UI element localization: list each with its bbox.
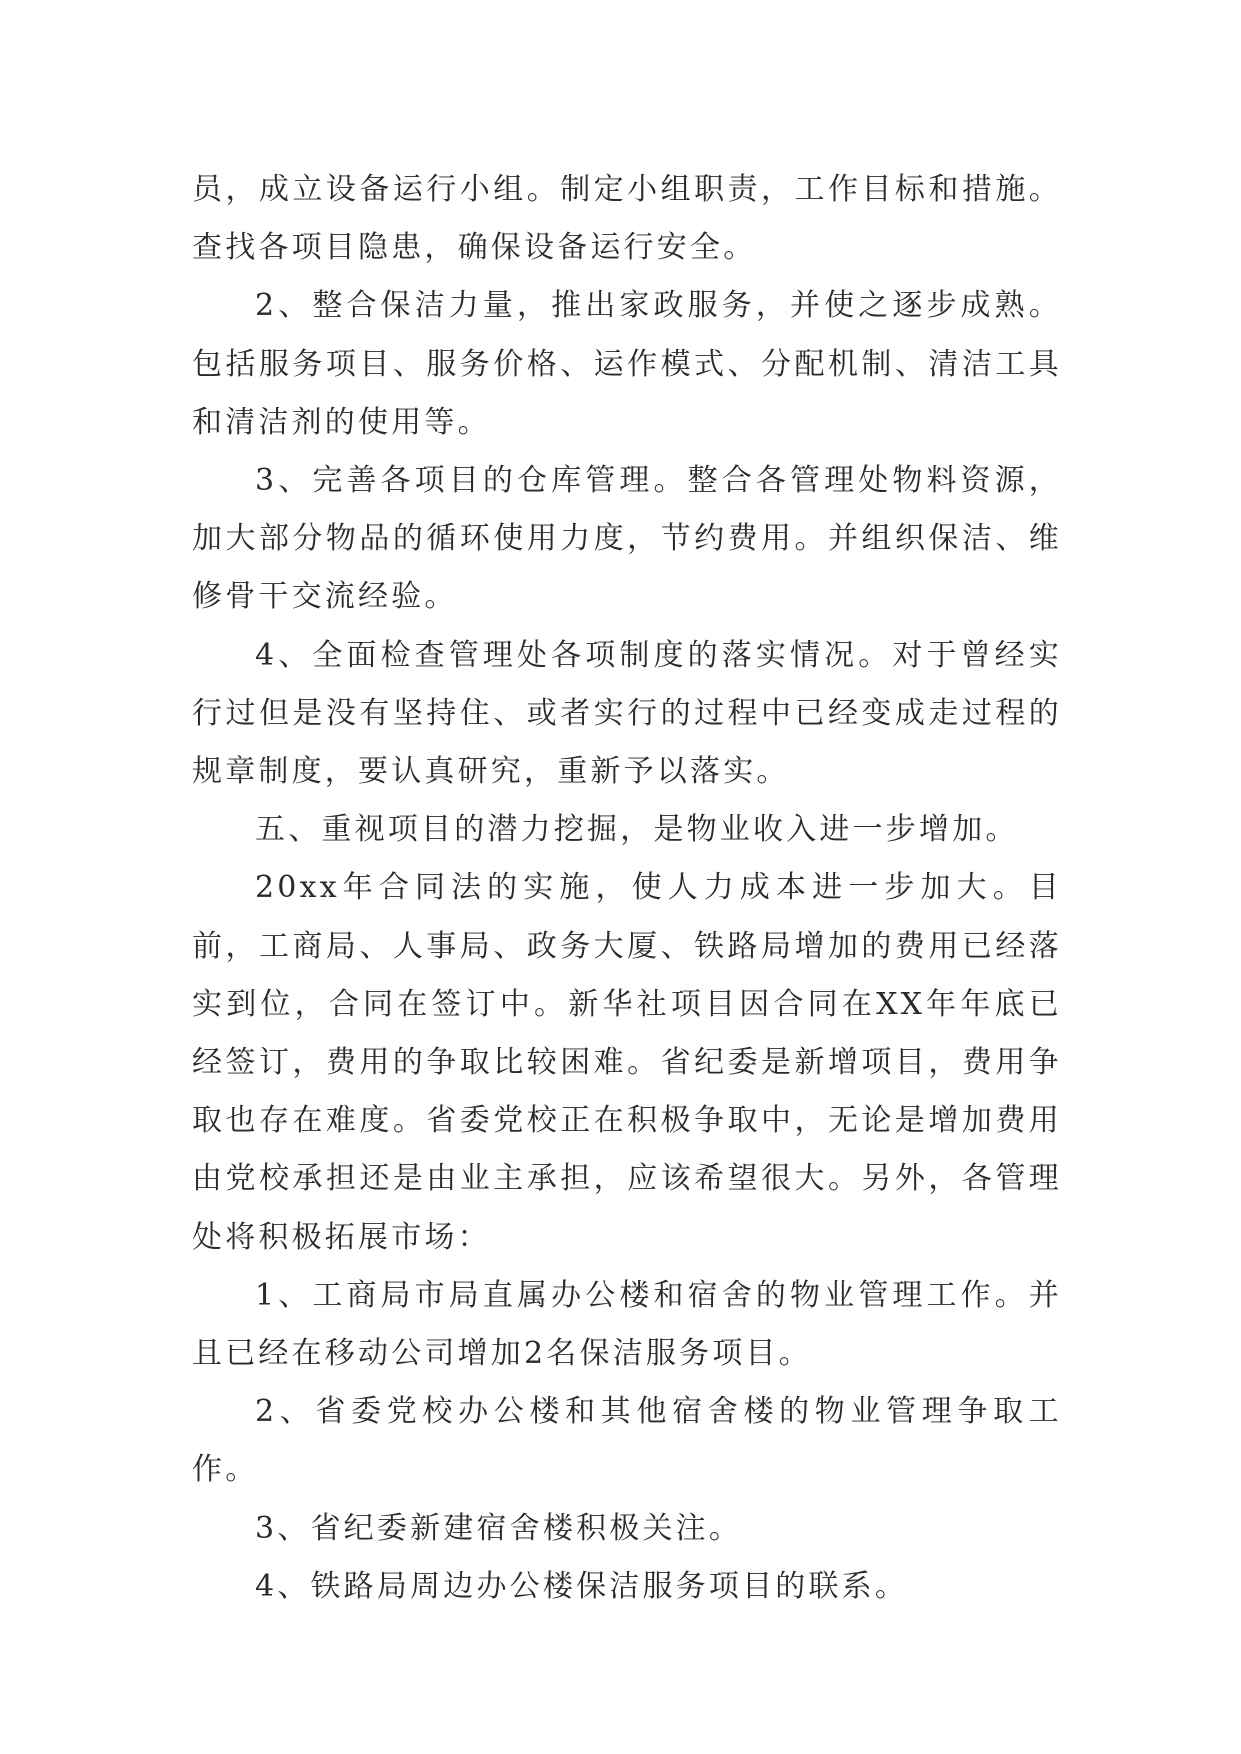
document-body bbox=[192, 161, 1062, 1616]
section-heading-five: 五、重视项目的潜力挖掘，是物业收入进一步增加。 bbox=[255, 812, 1019, 848]
list-item-2: 2、省委党校办公楼和其他宿舍楼的物业管理争取工作。 bbox=[192, 1394, 1062, 1488]
list-item-1: 1、工商局市局直属办公楼和宿舍的物业管理工作。并且已经在移动公司增加2名保洁服务项目。 bbox=[192, 1277, 1062, 1372]
paragraph-item-4-inspection: 4、全面检查管理处各项制度的落实情况。对于曾经实行过但是没有坚持住、或者实行的过程中已经变成走过程的规章制度，要认真研究，重新予以落实。 bbox=[192, 637, 1062, 790]
paragraph-item-3-warehouse: 3、完善各项目的仓库管理。整合各管理处物料资源，加大部分物品的循环使用力度，节约费用。并组织保洁、维修骨干交流经验。 bbox=[192, 463, 1062, 615]
list-item-3: 3、省纪委新建宿舍楼积极关注。 bbox=[255, 1510, 743, 1546]
list-item-4: 4、铁路局周边办公楼保洁服务项目的联系。 bbox=[255, 1568, 909, 1604]
paragraph-contract-law: 20xx年合同法的实施，使人力成本进一步加大。目前，工商局、人事局、政务大厦、铁路局增加的费用已经落实到位，合同在签订中。新华社项目因合同在XX年年底已经签订，费用的争取比较困难。省纪委是新增项目，费用争取也存在难度。省委党校正在积极争取中，无论是增加费用由党校承担还是由业主承担，应该希望很大。另外，各管理处将积极拓展市场： bbox=[192, 870, 1062, 1255]
paragraph-item-2-cleaning: 2、整合保洁力量，推出家政服务，并使之逐步成熟。包括服务项目、服务价格、运作模式、分配机制、清洁工具和清洁剂的使用等。 bbox=[192, 288, 1062, 440]
paragraph-continuation: 员，成立设备运行小组。制定小组职责，工作目标和措施。查找各项目隐患，确保设备运行安全。 bbox=[192, 172, 1062, 266]
